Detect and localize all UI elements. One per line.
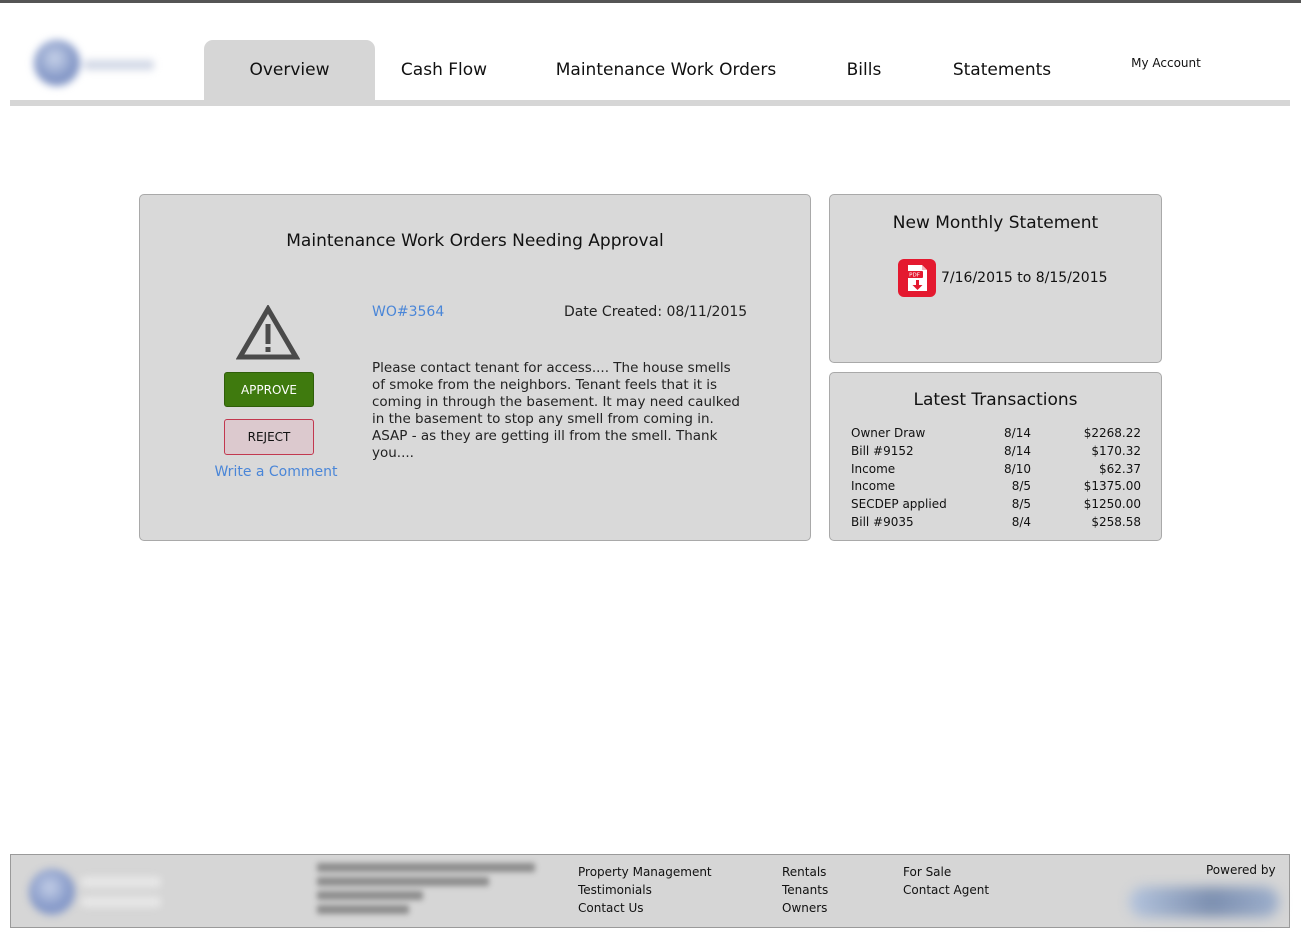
work-order-date: Date Created: 08/11/2015 [564,304,748,320]
transaction-amount: $258.58 [1091,514,1141,529]
footer-logo-globe-icon [29,869,75,915]
tab-bills[interactable]: Bills [846,60,882,80]
pdf-icon-label: PDF [909,272,920,279]
footer-logo-wordmark [81,877,161,887]
transaction-amount: $1375.00 [1083,479,1141,494]
transaction-label: Income [851,461,896,476]
page-footer [10,854,1290,928]
transaction-row [851,497,1141,515]
transaction-amount: $170.32 [1091,443,1141,458]
transaction-amount: $1250.00 [1083,497,1141,512]
tab-overview[interactable]: Overview [204,40,375,100]
transaction-label: Income [851,479,896,494]
transaction-date: 8/14 [1004,443,1031,458]
tab-cash-flow[interactable]: Cash Flow [400,60,488,80]
main-nav [0,0,1301,100]
transaction-date: 8/10 [1004,461,1031,476]
nav-underline-bar [10,100,1290,106]
transaction-label: SECDEP applied [851,497,947,512]
work-orders-title: Maintenance Work Orders Needing Approval [286,231,664,251]
footer-logo-tagline [81,897,161,907]
footer-link-for-sale[interactable]: For Sale [903,865,952,879]
tab-maintenance-work-orders[interactable]: Maintenance Work Orders [555,60,777,80]
footer-link-contact-us[interactable]: Contact Us [578,901,644,915]
footer-link-testimonials[interactable]: Testimonials [578,883,652,897]
transactions-list [851,426,1141,533]
transaction-label: Bill #9035 [851,514,914,529]
footer-link-rentals[interactable]: Rentals [782,865,827,879]
transaction-amount: $2268.22 [1083,426,1141,440]
transaction-label: Owner Draw [851,426,926,440]
latest-transactions-panel [829,372,1162,541]
statement-title: New Monthly Statement [892,213,1099,233]
transaction-row [851,444,1141,462]
transaction-row [851,515,1141,533]
footer-logo[interactable] [19,863,169,921]
transaction-date: 8/4 [1011,514,1031,529]
footer-link-owners[interactable]: Owners [782,901,828,915]
monthly-statement-panel [829,194,1162,363]
footer-link-property-management[interactable]: Property Management [578,865,712,879]
transaction-label: Bill #9152 [851,443,914,458]
work-order-description: Please contact tenant for access.... The house smells of smoke from the neighbors. Tenant feels that it is coming in through the basement. It may need caulked in the basement to stop any smell from coming in. ASAP - as they are getting ill from the smell. Thank you.... [372,360,740,461]
powered-by-label: Powered by [1206,863,1276,877]
transaction-row [851,426,1141,444]
write-comment-link[interactable]: Write a Comment [214,464,338,480]
warning-icon [236,305,300,361]
transaction-date: 8/5 [1011,497,1031,512]
statement-date-range[interactable]: 7/16/2015 to 8/15/2015 [941,270,1108,286]
transaction-amount: $62.37 [1099,461,1141,476]
transaction-date: 8/14 [1004,426,1031,440]
work-orders-panel [139,194,811,541]
tab-statements[interactable]: Statements [952,60,1052,80]
footer-link-tenants[interactable]: Tenants [782,883,829,897]
my-account-link[interactable]: My Account [1131,56,1201,70]
footer-links-column-2 [782,863,828,917]
transactions-title: Latest Transactions [913,390,1078,410]
transaction-row [851,462,1141,480]
work-order-number-link[interactable]: WO#3564 [372,304,445,320]
footer-links-column-1 [578,863,712,917]
footer-address-blurred [317,863,539,919]
footer-links-column-3 [903,863,989,899]
powered-by-logo[interactable] [1129,887,1279,917]
reject-button[interactable]: REJECT [224,419,314,455]
transaction-row [851,479,1141,497]
footer-link-contact-agent[interactable]: Contact Agent [903,883,990,897]
approve-button[interactable]: APPROVE [224,372,314,407]
pdf-download-icon[interactable] [898,259,936,297]
transaction-date: 8/5 [1011,479,1031,494]
